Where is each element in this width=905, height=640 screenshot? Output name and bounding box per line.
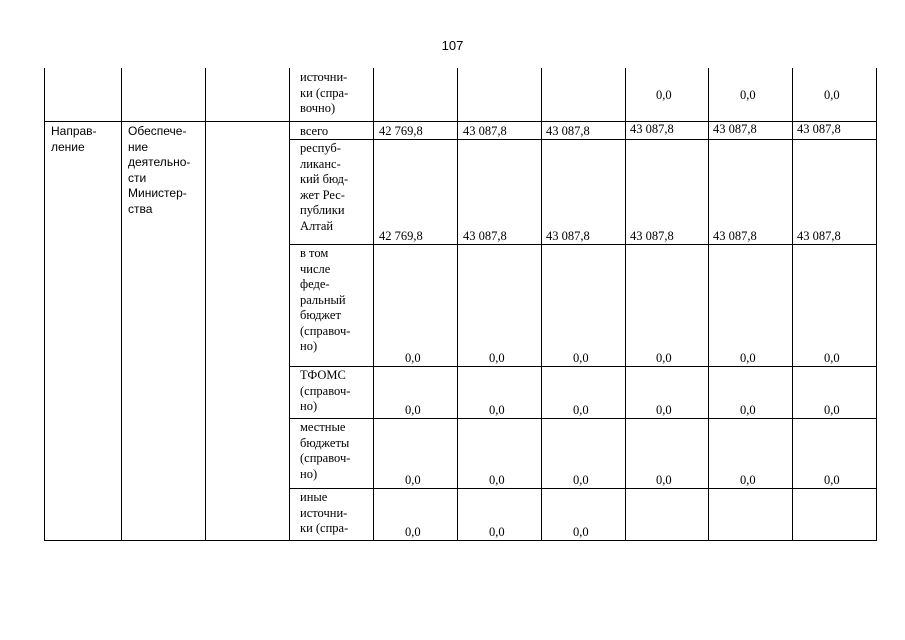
value-cell: 0,0 — [573, 403, 589, 417]
source-cell-total: всего — [300, 124, 329, 138]
source-cell-other-sources: иные источни- ки (спра- — [300, 490, 349, 535]
value-cell: 0,0 — [405, 351, 421, 365]
source-cell-continued: источни- ки (спра- вочно) — [300, 70, 349, 115]
value-cell: 43 087,8 — [797, 229, 841, 243]
value-cell: 42 769,8 — [379, 229, 423, 243]
value-cell: 43 087,8 — [797, 122, 841, 136]
value-cell: 43 087,8 — [546, 124, 590, 138]
table-border-bottom — [44, 540, 877, 541]
value-cell: 0,0 — [656, 88, 672, 102]
value-cell: 0,0 — [740, 403, 756, 417]
activity-name-cell: Обеспече- ние деятельно- сти Министер- ства — [128, 124, 191, 216]
value-cell: 0,0 — [573, 525, 589, 539]
value-cell: 43 087,8 — [546, 229, 590, 243]
page-number: 107 — [441, 38, 464, 53]
value-cell: 0,0 — [824, 473, 840, 487]
value-cell: 0,0 — [489, 351, 505, 365]
value-cell: 42 769,8 — [379, 124, 423, 138]
value-cell: 0,0 — [405, 525, 421, 539]
source-cell-tfoms: ТФОМС (справоч- но) — [300, 368, 351, 413]
value-cell: 43 087,8 — [630, 122, 674, 136]
value-cell: 0,0 — [740, 88, 756, 102]
direction-cell: Направ- ление — [51, 124, 97, 154]
value-cell: 0,0 — [824, 351, 840, 365]
value-cell: 0,0 — [656, 403, 672, 417]
value-cell: 43 087,8 — [630, 229, 674, 243]
value-cell: 0,0 — [489, 473, 505, 487]
row-divider — [289, 139, 877, 140]
row-divider — [289, 366, 877, 367]
value-cell: 0,0 — [824, 88, 840, 102]
value-cell: 0,0 — [656, 351, 672, 365]
value-cell: 0,0 — [489, 525, 505, 539]
row-divider — [289, 418, 877, 419]
value-cell: 43 087,8 — [463, 124, 507, 138]
value-cell: 0,0 — [656, 473, 672, 487]
value-cell: 43 087,8 — [713, 122, 757, 136]
value-cell: 0,0 — [489, 403, 505, 417]
value-cell: 0,0 — [405, 473, 421, 487]
value-cell: 43 087,8 — [713, 229, 757, 243]
column-divider — [205, 68, 206, 541]
value-cell: 0,0 — [824, 403, 840, 417]
row-divider — [289, 244, 877, 245]
row-divider — [289, 488, 877, 489]
table-border-left — [44, 68, 45, 541]
value-cell: 0,0 — [405, 403, 421, 417]
value-cell: 0,0 — [573, 351, 589, 365]
value-cell: 0,0 — [740, 351, 756, 365]
source-cell-federal-budget: в том числе феде- ральный бюджет (справоч- но) — [300, 246, 351, 353]
value-cell: 0,0 — [573, 473, 589, 487]
value-cell: 43 087,8 — [463, 229, 507, 243]
column-divider — [121, 68, 122, 541]
value-cell: 0,0 — [740, 473, 756, 487]
source-cell-republic-budget: респуб- ликанс- кий бюд- жет Рес- публики Алтай — [300, 141, 349, 233]
source-cell-local-budgets: местные бюджеты (справоч- но) — [300, 420, 351, 481]
